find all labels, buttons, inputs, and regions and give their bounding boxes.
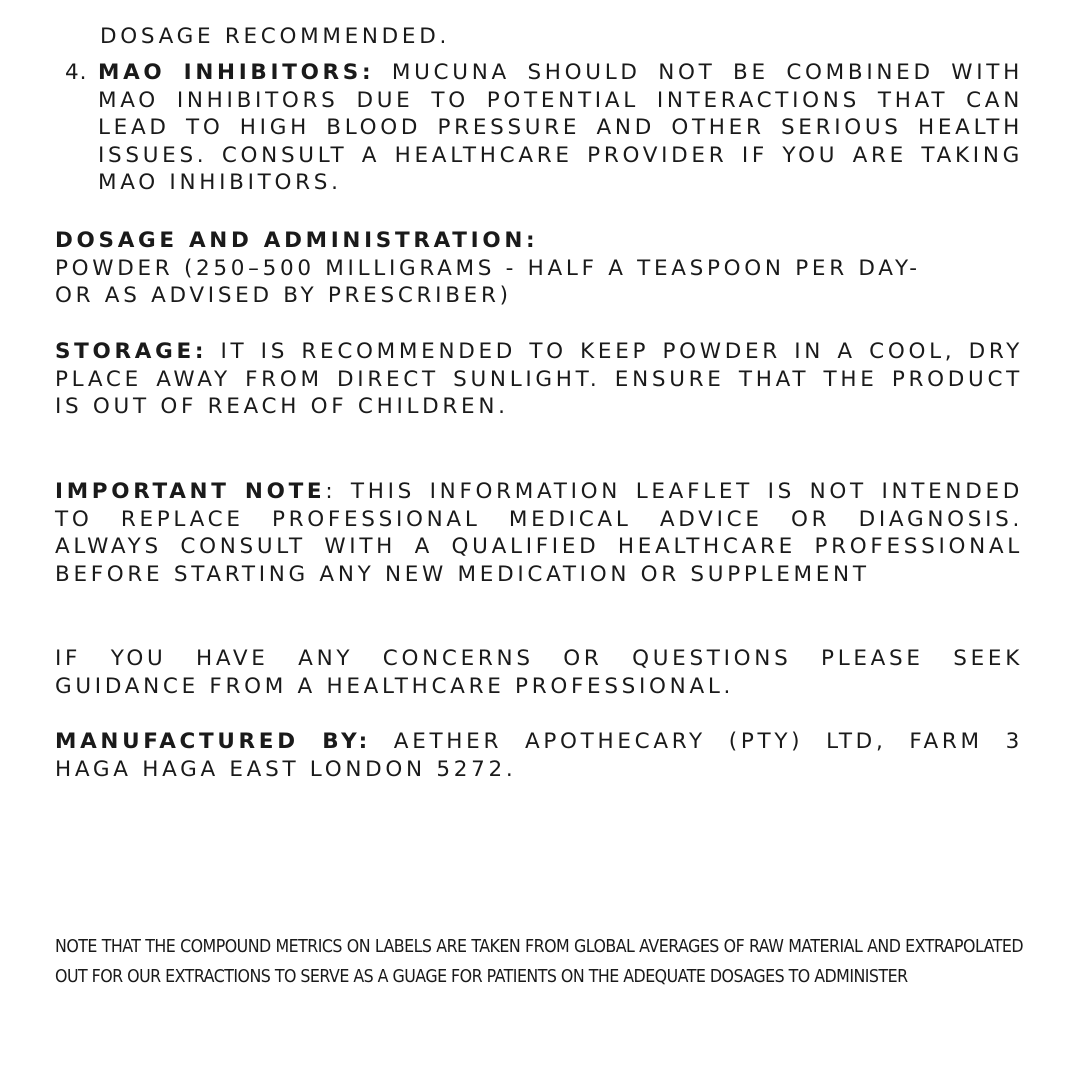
storage-paragraph [55,338,1023,421]
storage-text: IT IS RECOMMENDED TO KEEP POWDER IN A COOL, DRY PLACE AWAY FROM DIRECT SUNLIGHT. ENSURE THAT THE PRODUCT IS OUT OF REACH OF CHILDREN. [55,339,1023,420]
cutoff-text: DOSAGE RECOMMENDED. [100,24,450,49]
dosage-text: POWDER (250–500 MILLIGRAMS - HALF A TEASPOON PER DAY- OR AS ADVISED BY PRESCRIBER) [55,255,921,309]
mao-inhibitors-heading: MAO INHIBITORS: [98,60,375,85]
manufacturer-heading: MANUFACTURED BY: [55,729,371,754]
manufacturer-section [55,728,1023,783]
compound-metrics-footnote: NOTE THAT THE COMPOUND METRICS ON LABELS ARE TAKEN FROM GLOBAL AVERAGES OF RAW MATERIAL AND EXTRAPOLATED OUT FOR OUR EXTRACTIONS TO SERVE AS A GUAGE FOR PATIENTS ON THE ADEQUATE DOSAGES TO ADMINISTER [55,936,1023,987]
leaflet-page [55,0,1023,1080]
important-note-separator: : [325,479,337,504]
dosage-section [55,227,955,310]
important-note-paragraph [55,478,1023,588]
storage-heading: STORAGE: [55,339,208,364]
dosage-heading: DOSAGE AND ADMINISTRATION: [55,228,539,253]
important-note-text: THIS INFORMATION LEAFLET IS NOT INTENDED TO REPLACE PROFESSIONAL MEDICAL ADVICE OR DIAGNOSIS. ALWAYS CONSULT WITH A QUALIFIED HEALTHCARE PROFESSIONAL BEFORE STARTING ANY NEW MEDICATION OR SUPPLEMENT [55,479,1023,587]
concerns-text: IF YOU HAVE ANY CONCERNS OR QUESTIONS PLEASE SEEK GUIDANCE FROM A HEALTHCARE PROFESSIONAL. [55,646,1023,699]
manufacturer-paragraph [55,728,1023,783]
mao-inhibitors-paragraph [98,59,1023,197]
concerns-section [55,645,1023,700]
manufacturer-text: AETHER APOTHECARY (PTY) LTD, FARM 3 HAGA HAGA EAST LONDON 5272. [55,729,1023,782]
mao-inhibitors-text: MUCUNA SHOULD NOT BE COMBINED WITH MAO INHIBITORS DUE TO POTENTIAL INTERACTIONS THAT CAN LEAD TO HIGH BLOOD PRESSURE AND OTHER SERIOUS HEALTH ISSUES. CONSULT A HEALTHCARE PROVIDER IF YOU ARE TAKING MAO INHIBITORS. [98,60,1023,196]
important-note-heading: IMPORTANT NOTE [55,479,326,504]
important-note-section [55,478,1023,588]
item-number: 4. [65,60,88,85]
storage-section [55,338,1023,421]
mao-inhibitors-item [55,59,1023,197]
